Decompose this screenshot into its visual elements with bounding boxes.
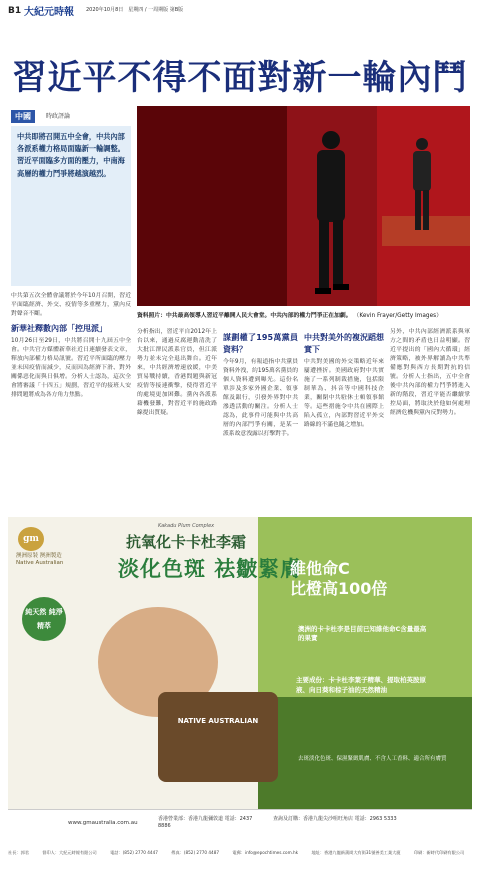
section-tag: 中國 <box>11 110 35 123</box>
subheading-3: 中共對美外的複況蹈想實下 <box>304 333 384 354</box>
footer-item: 督印人：大紀元時報有限公司 <box>42 850 97 855</box>
article-body-3: 今年9月，有報道指中共黨員資料外洩，約195萬名黨員的個人資料遭到曝光。這份名單涉及多家外國企業、領事館及銀行，引發外界對中共滲透活動的關注。分析人士認為，此事件可能與中共高層的內部鬥爭有關，是某一派系故意洩露以打擊對手。 <box>223 359 298 437</box>
footer-item: 電話：(852) 2770 4447 <box>110 850 158 855</box>
main-headline: 習近平不得不面對新一輪內鬥 <box>12 58 468 98</box>
article-body-4: 中共對美國的外交策略近年來屢遭挫折。美國政府對中共實施了一系列制裁措施，包括限制華為、抖音等中國科技企業，關閉中共駐休士頓領事館等。這些措施令中共在國際上陷入孤立，內部對習近平外交路線的不滿也隨之增加。 <box>304 359 384 428</box>
ad-product-line: Kakadu Plum Complex <box>158 523 215 529</box>
photo-curtain-dark <box>137 106 287 306</box>
ad-website-link[interactable]: www.gmaustralia.com.au <box>68 820 138 826</box>
ad-ingredients: 主要成份：卡卡杜李葉子精華、提取柏英胺原液、向日葵和棕子油的天然精油 <box>296 676 426 694</box>
photo-person-figure <box>307 126 353 296</box>
brand-logo: gm <box>18 527 44 551</box>
ad-title: 抗氧化卡卡杜李霜 <box>126 533 247 551</box>
article-body-2: 分析指出，習近平自2012年上台以來，通過反腐運動清洗了大批江澤民派系官員，但江派勢力並未完全退出舞台。近年來，中共經濟增速放緩，中美貿易戰持續，香港問題與新冠疫情等接連衝擊，使得習近平的處境更加困難。黨內各派系藉機發難，對習近平的施政路線提出質疑。 <box>137 329 217 416</box>
lead-summary: 中共即將召開五中全會，中共內部各派系權力格局面臨新一輪調整。習近平面臨多方面的壓力，中南海高層的權力鬥爭將越演越烈。 <box>11 126 131 286</box>
product-label: NATIVE AUSTRALIAN <box>177 717 259 725</box>
issue-date: 2020年10月8日 星期四 / 一周期版 第B版 <box>86 7 184 13</box>
article-column-2 <box>137 328 217 514</box>
article-body-5: 另外，中共內部經濟派系與軍方之間的矛盾也日益明顯。習近平提出的「國內大循環」經濟策略，被外界解讀為中共準備應對與西方長期對抗的信號。分析人士指出，五中全會後中共內部的權力鬥爭將進入新的階段，習近平能否繼續掌控局面，將取決於他如何處理經濟危機與黨內反對勢力。 <box>390 329 470 416</box>
footer-item: 地址：香港九龍新蒲崗大有街31號善美工業大廈 <box>311 850 401 855</box>
photo-person-distant <box>407 136 437 236</box>
footer-item: 電郵：info@epochtimes.com.hk <box>232 850 299 855</box>
brand-logo-text: 澳洲原裝 澳洲製造 Native Australian <box>16 553 64 566</box>
ad-origin-text: 澳洲的卡卡杜李是目前已知維他命C含量最高的果實 <box>298 625 427 642</box>
ad-slogan: 淡化色斑 祛皺緊膚 <box>118 557 303 581</box>
caption-text: 資料照片：中共最高領導人習近平離開人民大會堂。中共內部的權力鬥爭正在加劇。 <box>137 313 352 319</box>
article-column-1 <box>11 292 131 512</box>
ad-shop-info-1: 香港營業部：香港九龍彌敦道 電話：2437 8886 <box>158 816 253 829</box>
photo-credit: （Kevin Frayer/Getty Images） <box>353 313 442 319</box>
footer-item: 傳真：(852) 2770 4487 <box>171 850 220 855</box>
ad-footer <box>8 809 472 839</box>
article-column-4 <box>304 328 384 514</box>
page-header <box>0 0 480 30</box>
article-intro: 中共第五次全體會議將於今年10月召開，習近平面臨經濟、外交、疫情等多重壓力，黨內反對聲音不斷。 <box>11 293 131 317</box>
section-subtag: 時政評論 <box>46 113 71 120</box>
product-box-icon <box>158 692 278 782</box>
photo-caption <box>137 312 470 320</box>
footer-item: 社長：郭君 <box>8 850 29 855</box>
subheading-1: 新華社釋數內部「控甩派」 <box>11 324 107 333</box>
article-body-1: 10月26日至29日，中共將召開十九屆五中全會。中共官方媒體新華社近日連續發表文章，釋放內部權力格局訊號。習近平所面臨的壓力並未因疫情而減少，反而因為經濟下滑、對外關係惡化而與日俱增。分析人士認為，這次全會將審議「十四五」規劃，習近平的接班人安排問題將成為各方角力焦點。 <box>11 338 131 398</box>
article-column-3 <box>223 328 298 514</box>
ad-badge: 純天然 純淨精萃 <box>22 597 66 641</box>
ad-shop-info-2: 查詢及訂購：香港九龍尖沙咀旺角店 電話：2963 5333 <box>273 816 397 822</box>
ad-vitamin-c-claim: 維他命C 比橙高100倍 <box>290 559 388 598</box>
footer-item: 印刷：新時代印刷有限公司 <box>413 850 465 855</box>
page-number: B1 <box>8 6 22 16</box>
ad-benefits: 去斑淡化色斑、保濕緊緻肌膚、不含人工香料、適合所有膚質 <box>298 756 447 762</box>
page-footer <box>8 850 472 856</box>
subheading-2: 謀劃權了195萬黨員資料？ <box>223 333 298 354</box>
lead-photo <box>137 106 470 306</box>
masthead-logo: 大紀元時報 <box>24 7 74 18</box>
advertisement[interactable] <box>8 517 472 839</box>
article-column-5 <box>390 328 470 514</box>
